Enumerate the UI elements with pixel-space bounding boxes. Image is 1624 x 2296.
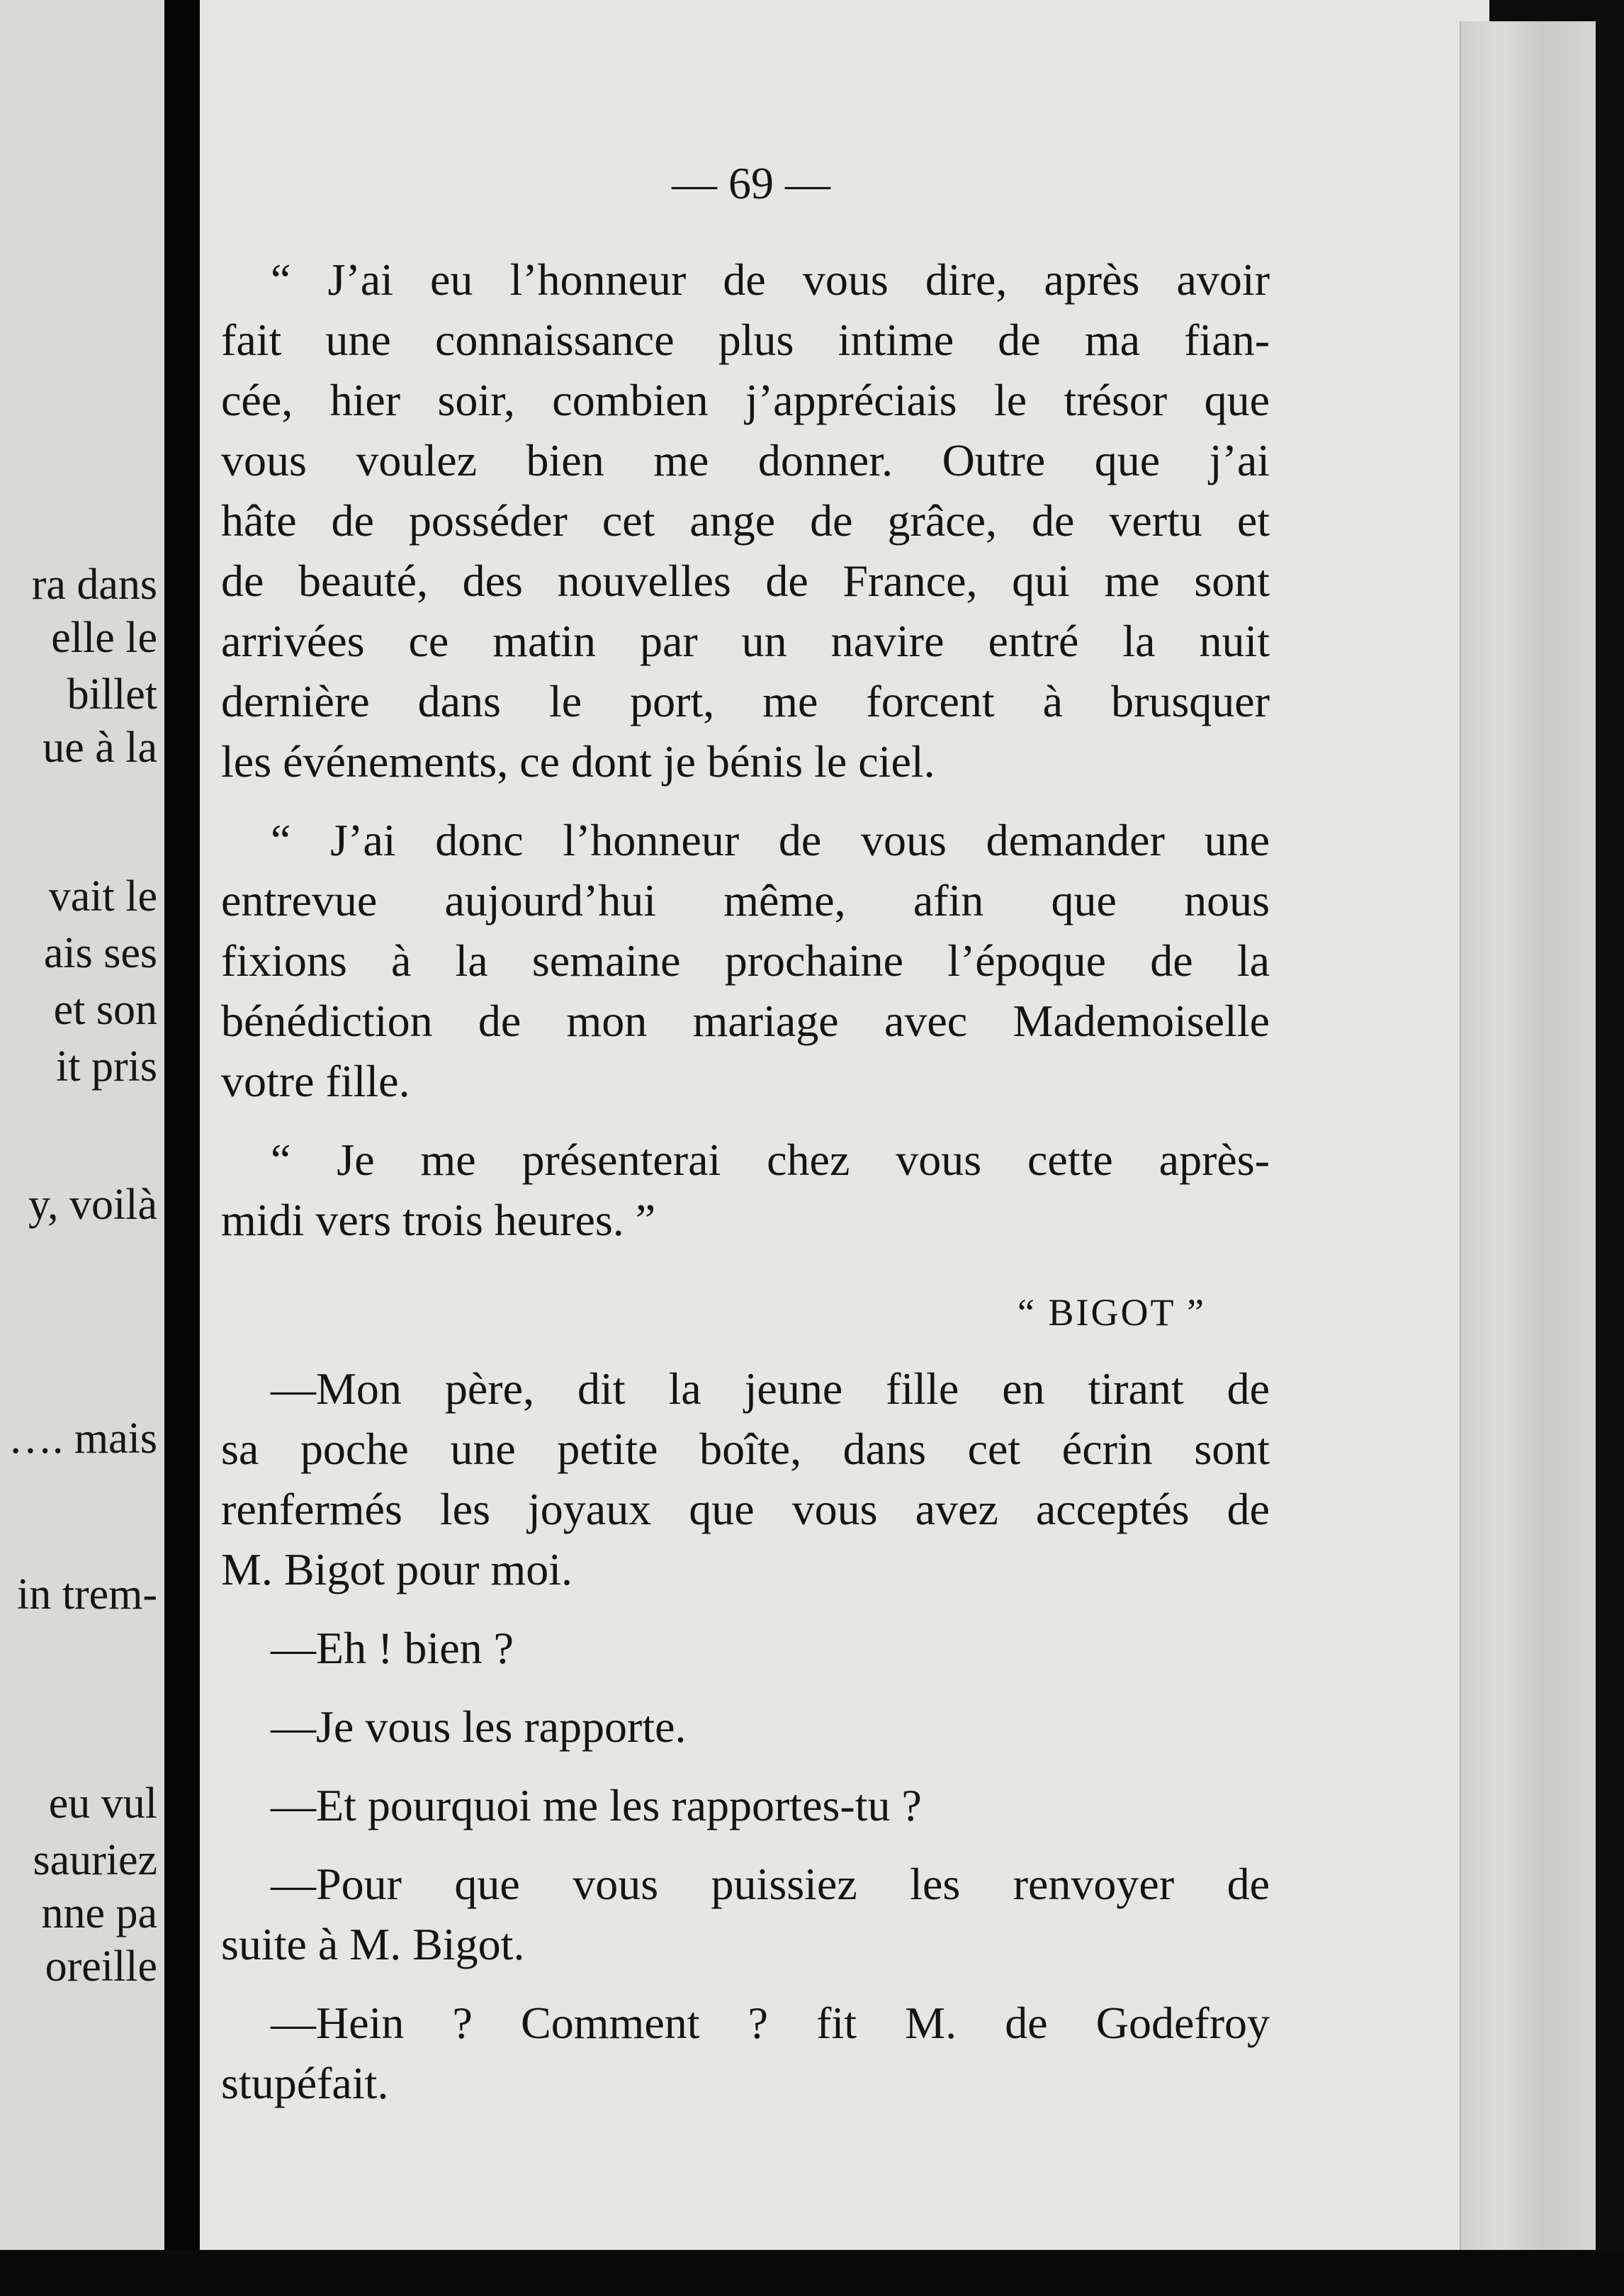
- text-line: hâte de posséder cet ange de grâce, de vertu et: [221, 495, 1270, 546]
- text-line: —Eh ! bien ?: [271, 1623, 514, 1673]
- text-line: fixions à la semaine prochaine l’époque de la: [221, 935, 1270, 986]
- dialogue-line: [221, 1775, 1270, 1835]
- text-line: —Hein ? Comment ? fit M. de Godefroy: [271, 1998, 1270, 2048]
- page-body: [221, 249, 1270, 2132]
- facing-page-fragment: it pris: [56, 1042, 157, 1091]
- text-line: “ J’ai eu l’honneur de vous dire, après avoir: [271, 254, 1270, 305]
- text-line: —Et pourquoi me les rapportes-tu ?: [271, 1780, 922, 1830]
- facing-page-fragment: oreille: [45, 1942, 157, 1991]
- text-line: suite à M. Bigot.: [221, 1919, 525, 1969]
- facing-page-fragment: billet: [67, 670, 157, 719]
- text-line: de beauté, des nouvelles de France, qui me sont: [221, 556, 1270, 606]
- text-line: cée, hier soir, combien j’appréciais le trésor que: [221, 375, 1270, 425]
- text-line: stupéfait.: [221, 2058, 389, 2108]
- text-line: midi vers trois heures. ”: [221, 1195, 656, 1245]
- text-line: entrevue aujourd’hui même, afin que nous: [221, 875, 1270, 925]
- dialogue-line: [221, 1696, 1270, 1757]
- facing-page-fragment: nne pa: [41, 1889, 157, 1937]
- facing-page: [0, 0, 164, 2250]
- letter-paragraph: [221, 1130, 1270, 1250]
- facing-page-fragment: ra dans: [31, 561, 157, 609]
- facing-page-fragment: vait le: [48, 872, 157, 921]
- text-line: —Je vous les rapporte.: [271, 1701, 687, 1752]
- letter-signature: “ BIGOT ”: [1017, 1291, 1206, 1334]
- text-line: —Mon père, dit la jeune fille en tirant de: [271, 1363, 1270, 1414]
- facing-page-fragment: sauriez: [33, 1836, 157, 1884]
- facing-page-fragment: y, voilà: [28, 1181, 157, 1229]
- dialogue-line: [221, 1993, 1270, 2113]
- text-line: dernière dans le port, me forcent à brusquer: [221, 676, 1270, 726]
- text-line: renfermés les joyaux que vous avez acceptés de: [221, 1484, 1270, 1534]
- page-edge: [1460, 21, 1596, 2250]
- facing-page-fragment: elle le: [51, 614, 157, 662]
- dialogue-line: [221, 1618, 1270, 1678]
- text-line: bénédiction de mon mariage avec Mademoiselle: [221, 996, 1270, 1046]
- letter-paragraph: [221, 810, 1270, 1111]
- text-line: —Pour que vous puissiez les renvoyer de: [271, 1859, 1270, 1909]
- text-line: M. Bigot pour moi.: [221, 1544, 573, 1594]
- text-line: “ Je me présenterai chez vous cette après-: [271, 1135, 1270, 1185]
- text-line: sa poche une petite boîte, dans cet écrin sont: [221, 1424, 1270, 1474]
- text-line: vous voulez bien me donner. Outre que j’ai: [221, 435, 1270, 485]
- dialogue-line: [221, 1358, 1270, 1599]
- scan-border: [0, 2250, 1624, 2296]
- facing-page-fragment: in trem-: [17, 1570, 157, 1619]
- facing-page-fragment: eu vul: [48, 1779, 157, 1828]
- text-line: “ J’ai donc l’honneur de vous demander une: [271, 815, 1270, 865]
- facing-page-fragment: ue à la: [43, 724, 157, 772]
- dialogue-line: [221, 1854, 1270, 1974]
- facing-page-fragment: ais ses: [43, 929, 157, 977]
- text-line: fait une connaissance plus intime de ma fian-: [221, 315, 1270, 365]
- facing-page-fragment: …. mais: [8, 1414, 157, 1463]
- book-gutter: [164, 0, 200, 2250]
- text-line: votre fille.: [221, 1056, 410, 1106]
- text-line: arrivées ce matin par un navire entré la nuit: [221, 616, 1270, 666]
- letter-paragraph: [221, 249, 1270, 792]
- facing-page-fragment: et son: [53, 986, 157, 1034]
- page-number: — 69 —: [672, 158, 830, 208]
- text-line: les événements, ce dont je bénis le ciel.: [221, 736, 935, 787]
